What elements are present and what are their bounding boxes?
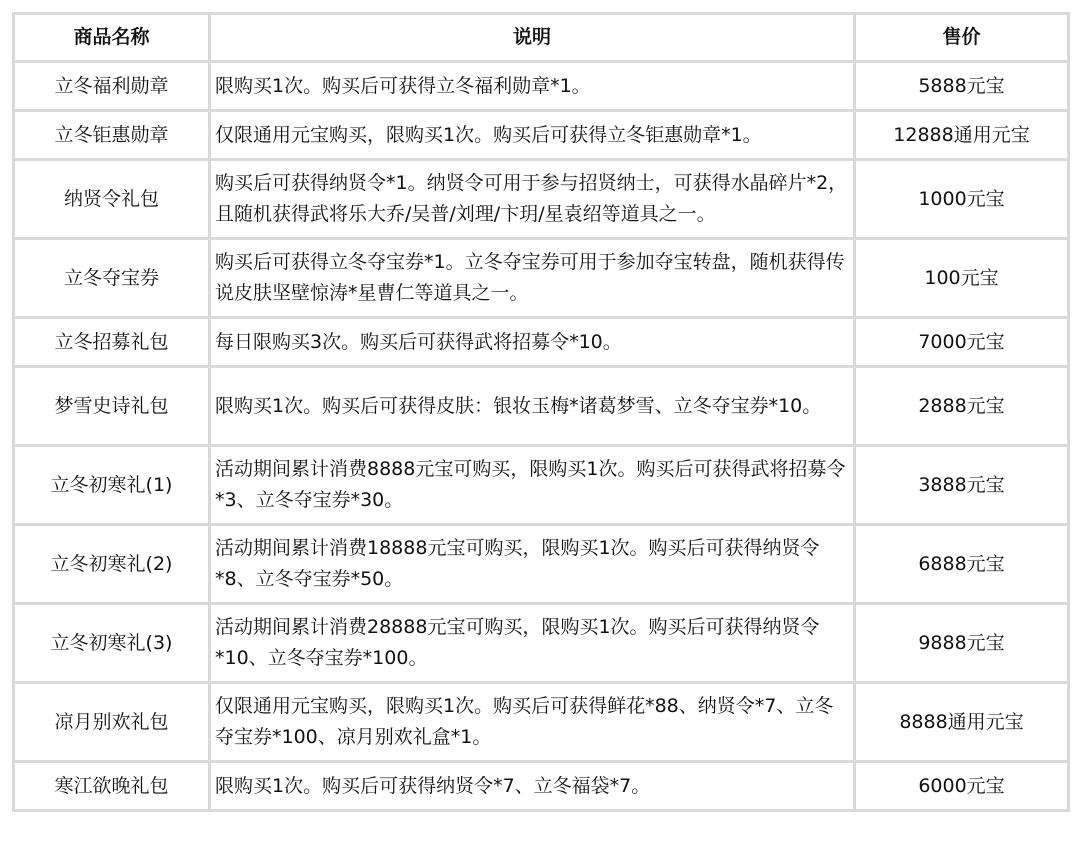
item-description-cell: 活动期间累计消费18888元宝可购买，限购买1次。购买后可获得纳贤令*8、立冬夺宝券*50。 [210, 525, 855, 604]
table-row [14, 160, 1069, 239]
item-price-cell: 5888元宝 [855, 62, 1069, 111]
header-price: 售价 [855, 14, 1069, 62]
table-row [14, 525, 1069, 604]
item-description-cell: 购买后可获得纳贤令*1。纳贤令可用于参与招贤纳士，可获得水晶碎片*2，且随机获得武将乐大乔/吴普/刘理/卞玥/星袁绍等道具之一。 [210, 160, 855, 239]
item-name-cell: 纳贤令礼包 [14, 160, 210, 239]
item-description-cell: 仅限通用元宝购买，限购买1次。购买后可获得立冬钜惠勋章*1。 [210, 111, 855, 160]
item-name-cell: 凉月别欢礼包 [14, 683, 210, 762]
item-price-cell: 8888通用元宝 [855, 683, 1069, 762]
item-description-cell: 活动期间累计消费28888元宝可购买，限购买1次。购买后可获得纳贤令*10、立冬夺宝券*100。 [210, 604, 855, 683]
item-description-cell: 活动期间累计消费8888元宝可购买，限购买1次。购买后可获得武将招募令*3、立冬夺宝券*30。 [210, 446, 855, 525]
item-description-cell: 限购买1次。购买后可获得皮肤：银妆玉梅*诸葛梦雪、立冬夺宝券*10。 [210, 367, 855, 446]
item-price-cell: 2888元宝 [855, 367, 1069, 446]
table-row [14, 604, 1069, 683]
table-header-row [14, 14, 1069, 62]
item-price-cell: 7000元宝 [855, 318, 1069, 367]
item-description-cell: 限购买1次。购买后可获得立冬福利勋章*1。 [210, 62, 855, 111]
table-row [14, 762, 1069, 811]
item-name-cell: 立冬招募礼包 [14, 318, 210, 367]
table-row [14, 111, 1069, 160]
item-price-cell: 100元宝 [855, 239, 1069, 318]
item-description-cell: 每日限购买3次。购买后可获得武将招募令*10。 [210, 318, 855, 367]
table-container [12, 12, 1070, 812]
header-description: 说明 [210, 14, 855, 62]
item-name-cell: 立冬初寒礼(3) [14, 604, 210, 683]
item-price-cell: 6000元宝 [855, 762, 1069, 811]
item-price-cell: 9888元宝 [855, 604, 1069, 683]
item-price-cell: 6888元宝 [855, 525, 1069, 604]
item-name-cell: 寒江欲晚礼包 [14, 762, 210, 811]
item-description-cell: 仅限通用元宝购买，限购买1次。购买后可获得鲜花*88、纳贤令*7、立冬夺宝券*100、凉月别欢礼盒*1。 [210, 683, 855, 762]
item-price-cell: 3888元宝 [855, 446, 1069, 525]
table-row [14, 446, 1069, 525]
item-name-cell: 立冬钜惠勋章 [14, 111, 210, 160]
item-description-cell: 限购买1次。购买后可获得纳贤令*7、立冬福袋*7。 [210, 762, 855, 811]
gift-pack-table [12, 12, 1070, 812]
item-name-cell: 立冬夺宝券 [14, 239, 210, 318]
item-price-cell: 12888通用元宝 [855, 111, 1069, 160]
table-row [14, 318, 1069, 367]
item-price-cell: 1000元宝 [855, 160, 1069, 239]
item-name-cell: 立冬初寒礼(2) [14, 525, 210, 604]
table-row [14, 683, 1069, 762]
item-name-cell: 立冬福利勋章 [14, 62, 210, 111]
table-row [14, 239, 1069, 318]
header-item-name: 商品名称 [14, 14, 210, 62]
table-row [14, 62, 1069, 111]
item-description-cell: 购买后可获得立冬夺宝券*1。立冬夺宝券可用于参加夺宝转盘，随机获得传说皮肤坚壁惊涛*星曹仁等道具之一。 [210, 239, 855, 318]
table-row [14, 367, 1069, 446]
item-name-cell: 梦雪史诗礼包 [14, 367, 210, 446]
item-name-cell: 立冬初寒礼(1) [14, 446, 210, 525]
